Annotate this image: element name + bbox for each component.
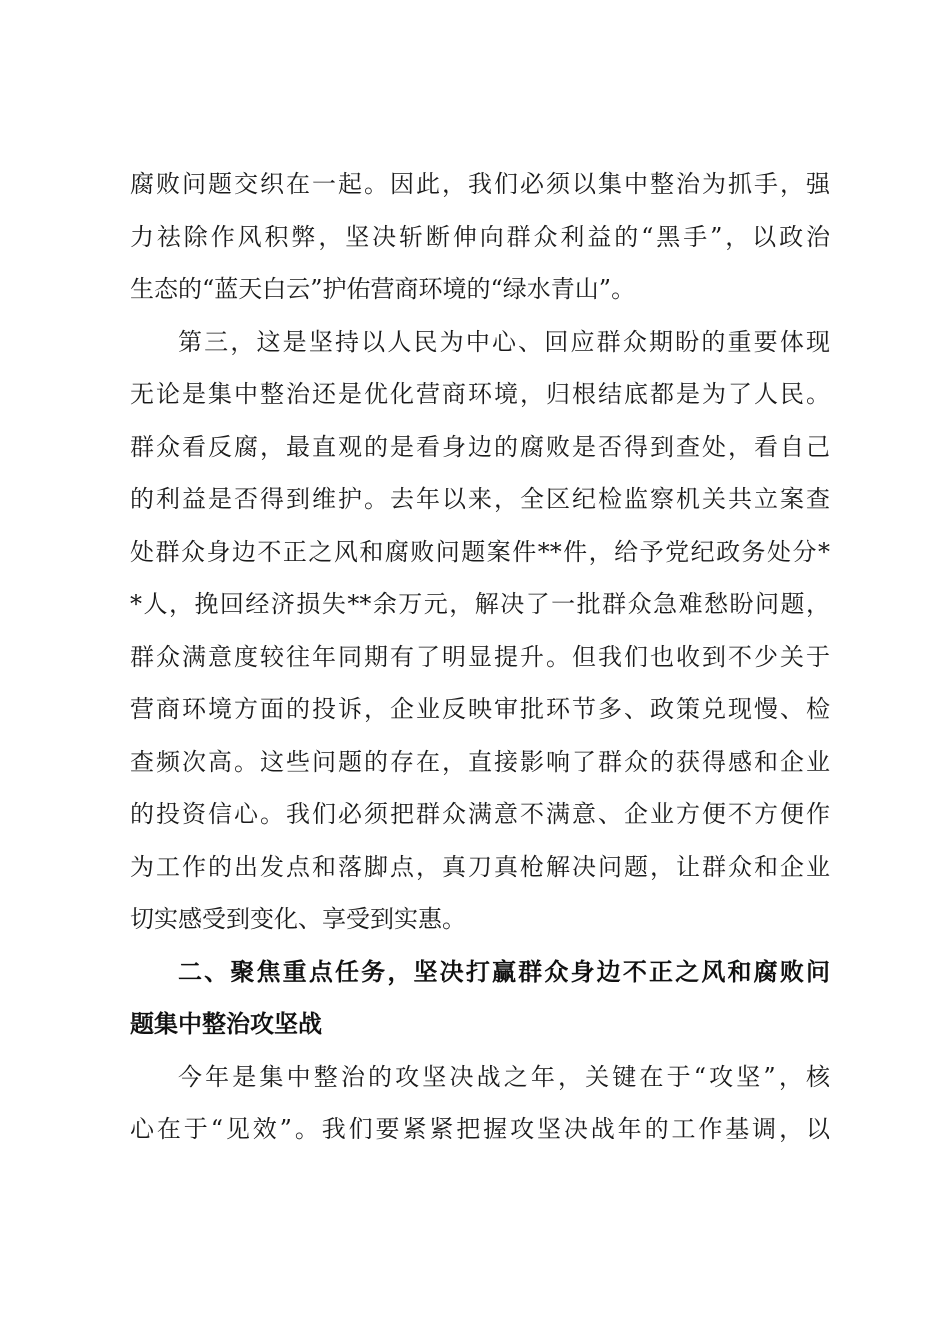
text-line: 力祛除作风积弊，坚决斩断伸向群众利益的“黑手”，以政治 (130, 222, 830, 251)
text-line: 无论是集中整治还是优化营商环境，归根结底都是为了人民。 (130, 380, 830, 408)
text-line: 为工作的出发点和落脚点，真刀真枪解决问题，让群众和企业 (130, 852, 830, 881)
document-body (130, 158, 830, 1156)
text-line: 的利益是否得到维护。去年以来，全区纪检监察机关共立案查 (130, 485, 830, 513)
text-line: 处群众身边不正之风和腐败问题案件**件，给予党纪政务处分* (130, 537, 830, 566)
heading-line: 二、聚焦重点任务，坚决打赢群众身边不正之风和腐败问 (178, 957, 830, 986)
text-line: 生态的“蓝天白云”护佑营商环境的“绿水青山”。 (130, 275, 636, 303)
text-line: 的投资信心。我们必须把群众满意不满意、企业方便不方便作 (130, 800, 830, 828)
text-line: 心在于“见效”。我们要紧紧把握攻坚决战年的工作基调，以 (130, 1115, 830, 1143)
text-line: *人，挽回经济损失**余万元，解决了一批群众急难愁盼问题， (130, 590, 830, 618)
text-line: 腐败问题交织在一起。因此，我们必须以集中整治为抓手，强 (130, 170, 830, 198)
text-line: 切实感受到变化、享受到实惠。 (130, 905, 466, 933)
text-line: 群众看反腐，最直观的是看身边的腐败是否得到查处，看自己 (130, 432, 830, 461)
section-heading (130, 946, 830, 1051)
text-line: 群众满意度较往年同期有了明显提升。但我们也收到不少关于 (130, 642, 830, 671)
paragraph-1 (130, 158, 830, 316)
paragraph-2 (130, 316, 830, 946)
text-line: 查频次高。这些问题的存在，直接影响了群众的获得感和企业 (130, 747, 830, 776)
text-line: 第三，这是坚持以人民为中心、回应群众期盼的重要体现 (178, 327, 830, 356)
paragraph-3 (130, 1051, 830, 1156)
text-line: 今年是集中整治的攻坚决战之年，关键在于“攻坚”，核 (178, 1062, 830, 1091)
text-line: 营商环境方面的投诉，企业反映审批环节多、政策兑现慢、检 (130, 695, 830, 723)
heading-line: 题集中整治攻坚战 (130, 1010, 322, 1038)
